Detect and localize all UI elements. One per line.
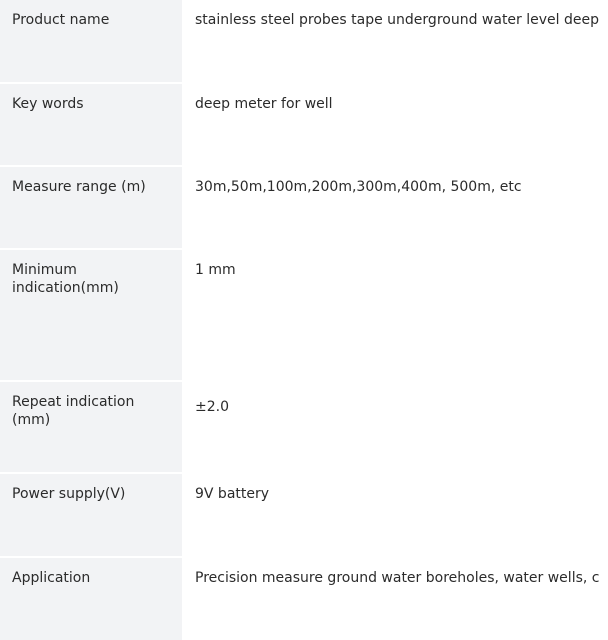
table-row (0, 84, 608, 165)
product-name-label: Product name (0, 0, 182, 82)
application-label: Application (0, 558, 182, 640)
product-name-value: stainless steel probes tape underground water level deep (182, 0, 608, 82)
measure-range-label: Measure range (m) (0, 167, 182, 248)
minimum-indication-label: Minimum indication(mm) (0, 250, 182, 380)
table-row (0, 167, 608, 248)
table-row (0, 0, 608, 82)
key-words-label: Key words (0, 84, 182, 165)
power-supply-value: 9V battery (182, 474, 608, 556)
repeat-indication-label: Repeat indication (mm) (0, 382, 182, 472)
application-value: Precision measure ground water boreholes, water wells, c (182, 558, 608, 640)
table-row (0, 250, 608, 380)
measure-range-value: 30m,50m,100m,200m,300m,400m, 500m, etc (182, 167, 608, 248)
table-row (0, 474, 608, 556)
minimum-indication-value: 1 mm (182, 250, 608, 380)
repeat-indication-value: ±2.0 (182, 382, 608, 472)
key-words-value: deep meter for well (182, 84, 608, 165)
power-supply-label: Power supply(V) (0, 474, 182, 556)
table-row (0, 382, 608, 472)
table-row (0, 558, 608, 640)
